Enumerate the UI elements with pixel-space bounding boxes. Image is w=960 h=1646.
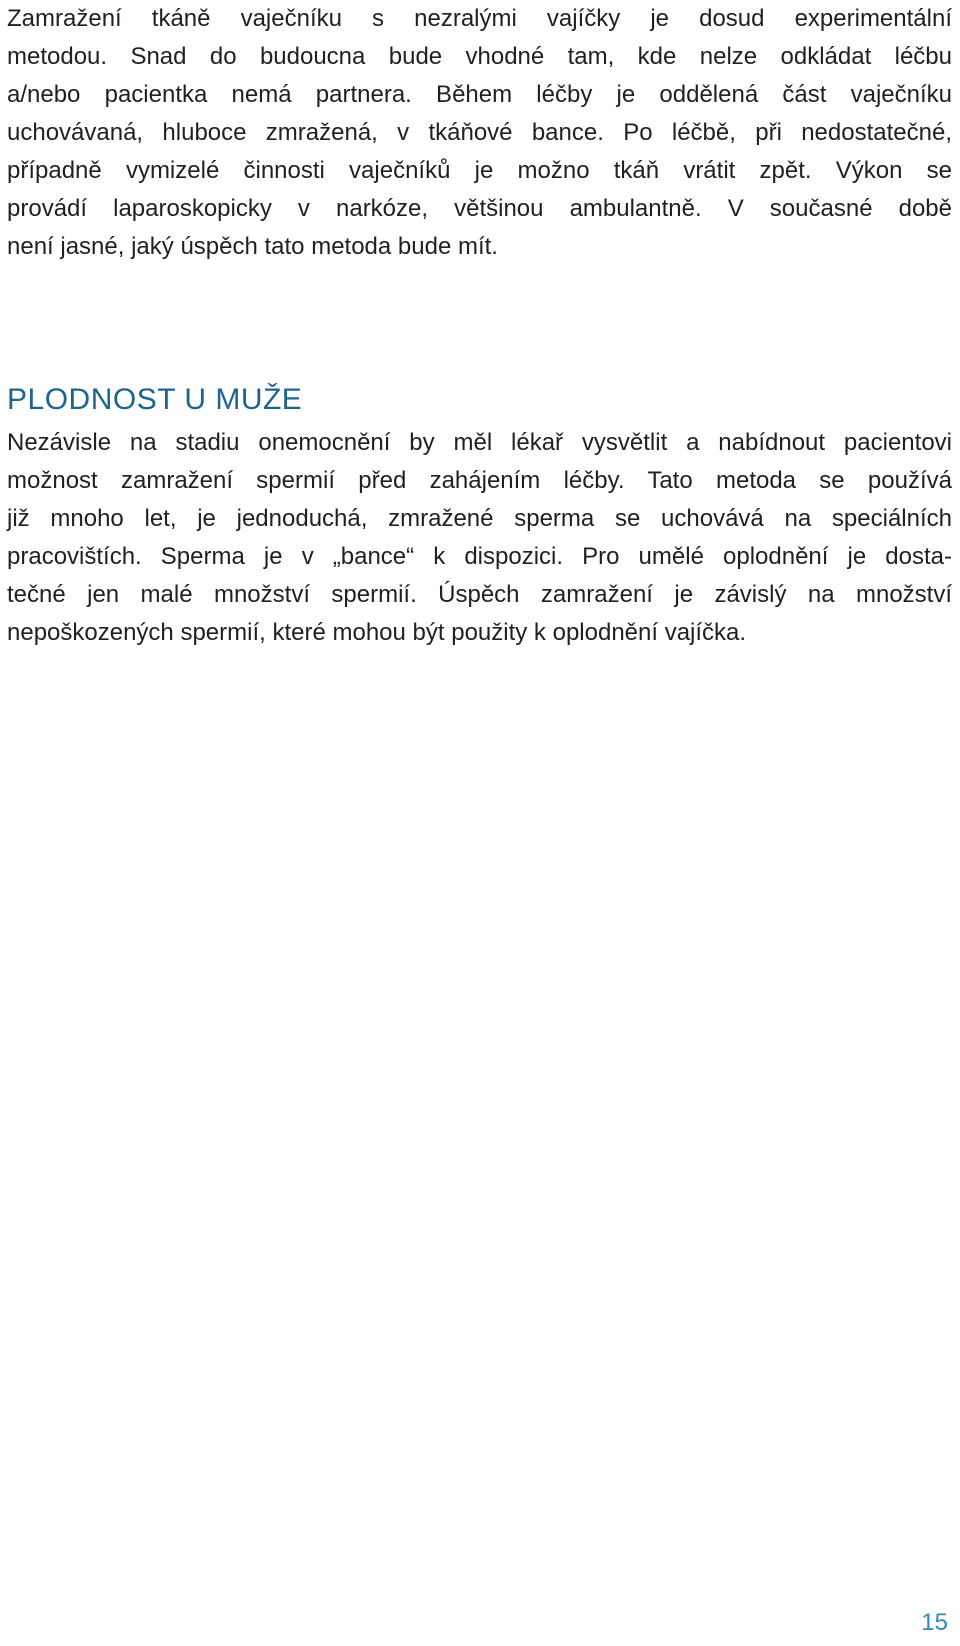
paragraph-line: možnost zamražení spermií před zahájením léčby. Tato metoda se používá bbox=[7, 467, 952, 494]
page-number: 15 bbox=[921, 1609, 948, 1636]
paragraph-line: není jasné, jaký úspěch tato metoda bude mít. bbox=[7, 233, 498, 260]
paragraph-line: Zamražení tkáně vaječníku s nezralými vajíčky je dosud experimentální bbox=[7, 5, 952, 32]
paragraph-line: tečné jen malé množství spermií. Úspěch zamražení je závislý na množství bbox=[7, 581, 952, 608]
paragraph-line: provádí laparoskopicky v narkóze, většinou ambulantně. V současné době bbox=[7, 195, 952, 222]
paragraph-line: již mnoho let, je jednoduchá, zmražené sperma se uchovává na speciálních bbox=[7, 505, 952, 532]
paragraph-line: pracovištích. Sperma je v „bance“ k dispozici. Pro umělé oplodnění je dosta- bbox=[7, 543, 952, 570]
paragraph-line: uchovávaná, hluboce zmražená, v tkáňové bance. Po léčbě, při nedostatečné, bbox=[7, 119, 952, 146]
paragraph-line: a/nebo pacientka nemá partnera. Během léčby je oddělená část vaječníku bbox=[7, 81, 952, 108]
paragraph-line: případně vymizelé činnosti vaječníků je možno tkáň vrátit zpět. Výkon se bbox=[7, 157, 952, 184]
section-paragraph bbox=[7, 424, 952, 652]
paragraph-line: Nezávisle na stadiu onemocnění by měl lékař vysvětlit a nabídnout pacientovi bbox=[7, 429, 952, 456]
intro-paragraph bbox=[7, 0, 952, 266]
paragraph-line: nepoškozených spermií, které mohou být použity k oplodnění vajíčka. bbox=[7, 619, 747, 646]
paragraph-line: metodou. Snad do budoucna bude vhodné tam, kde nelze odkládat léčbu bbox=[7, 43, 952, 70]
section-heading: PLODNOST U MUŽE bbox=[7, 383, 303, 416]
